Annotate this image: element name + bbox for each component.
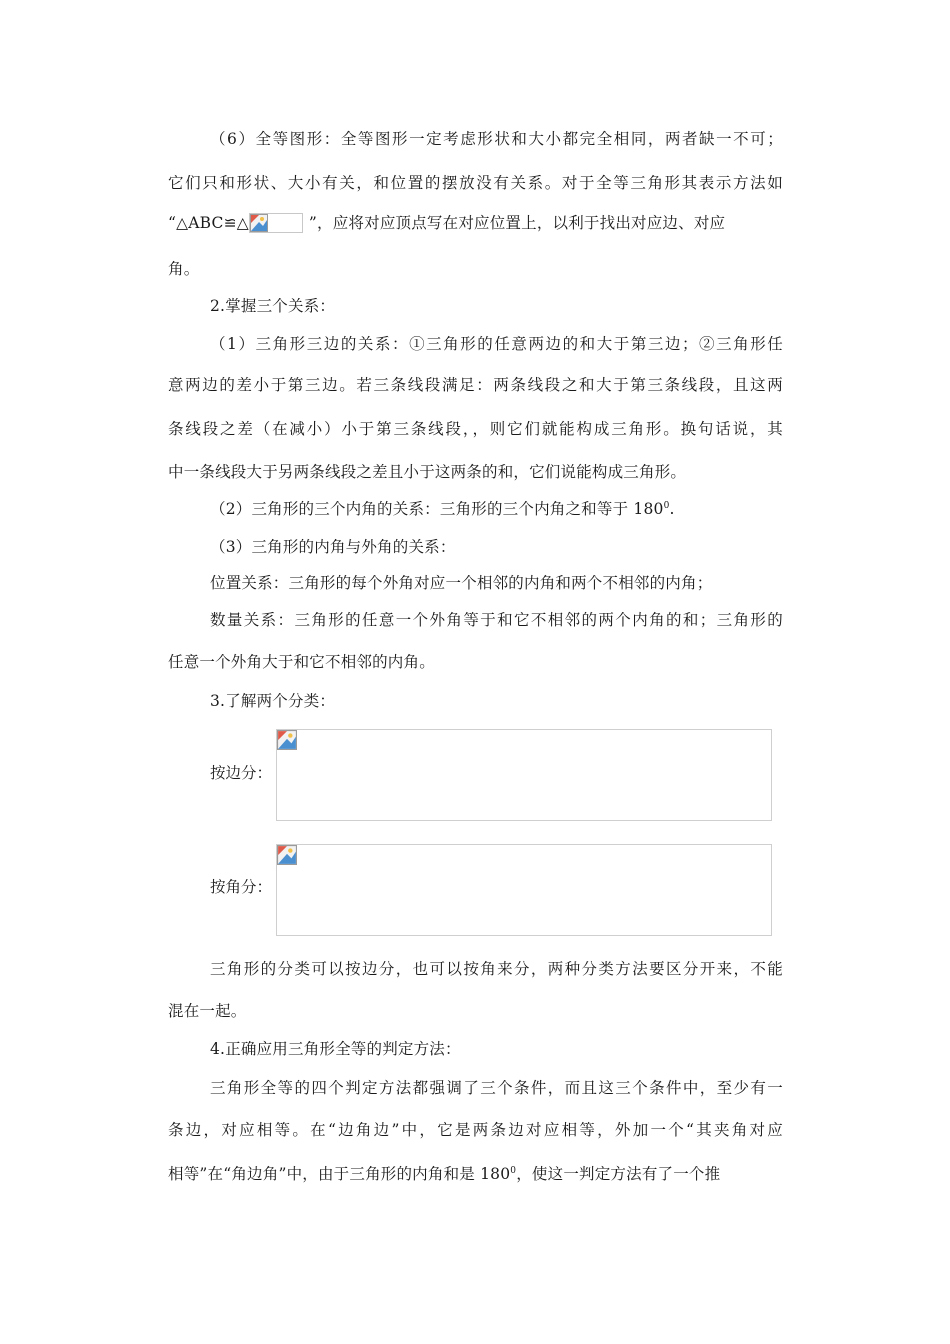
s4-line1: 三角形全等的四个判定方法都强调了三个条件，而且这三个条件中，至少有一: [210, 1079, 783, 1097]
by-side-label: 按边分：: [210, 764, 273, 782]
s2-quantity-line2: 任意一个外角大于和它不相邻的内角。: [168, 653, 435, 671]
triangle-notation-image-frame: [249, 213, 303, 233]
broken-image-icon: [277, 845, 297, 865]
s4-line3: [168, 1163, 783, 1185]
s6-line2: 它们只和形状、大小有关，和位置的摆放没有关系。对于全等三角形其表示方法如: [168, 174, 783, 192]
degree-superscript: 0: [663, 501, 670, 511]
broken-image-icon: [250, 214, 268, 232]
broken-image-icon: [277, 730, 297, 750]
by-side-classification-image: [276, 729, 772, 821]
s4-line3-suffix: ，使这一判定方法有了一个推: [516, 1165, 721, 1183]
s2-p2-end: .: [669, 500, 675, 518]
s2-p1-line2: 意两边的差小于第三边。若三条线段满足：两条线段之和大于第三条线段，且这两: [168, 376, 783, 394]
s4-line2: 条边，对应相等。在“边角边”中，它是两条边对应相等，外加一个“其夹角对应: [168, 1121, 783, 1139]
s6-line4: 角。: [168, 260, 200, 278]
s2-p1-line1: （1）三角形三边的关系：①三角形的任意两边的和大于第三边；②三角形任: [210, 335, 783, 353]
s2-heading: 2.掌握三个关系：: [210, 297, 336, 315]
s3-heading: 3.了解两个分类：: [210, 692, 336, 710]
s6-line3-suffix: ”，应将对应顶点写在对应位置上，以利于找出对应边、对应: [308, 214, 726, 232]
s2-p1-line4: 中一条线段大于另两条线段之差且小于这两条的和，它们说能构成三角形。: [168, 463, 687, 481]
s4-heading: 4.正确应用三角形全等的判定方法：: [210, 1040, 461, 1058]
s4-line3-prefix: 相等”在“角边角”中，由于三角形的内角和是 180: [168, 1165, 511, 1183]
s2-p3: （3）三角形的内角与外角的关系：: [210, 538, 456, 556]
s2-p2-text: （2）三角形的三个内角的关系：三角形的三个内角之和等于 180: [210, 500, 664, 518]
s2-p1-line3: 条线段之差（在减小）小于第三条线段，，则它们就能构成三角形。换句话说，其: [168, 420, 783, 438]
s3-note-line2: 混在一起。: [168, 1002, 247, 1020]
s2-quantity-line1: 数量关系：三角形的任意一个外角等于和它不相邻的两个内角的和；三角形的: [210, 611, 783, 629]
by-angle-classification-image: [276, 844, 772, 936]
by-angle-label: 按角分：: [210, 878, 273, 896]
s6-line1: （6）全等图形：全等图形一定考虑形状和大小都完全相同，两者缺一不可；: [210, 130, 783, 148]
s2-p2: [168, 498, 783, 520]
s6-line3: [168, 212, 783, 234]
s2-position-relation: 位置关系：三角形的每个外角对应一个相邻的内角和两个不相邻的内角；: [210, 574, 713, 592]
s6-line3-prefix: “△ABC≌△: [168, 214, 249, 232]
s3-note-line1: 三角形的分类可以按边分，也可以按角来分，两种分类方法要区分开来，不能: [210, 960, 783, 978]
degree-superscript: 0: [510, 1166, 517, 1176]
